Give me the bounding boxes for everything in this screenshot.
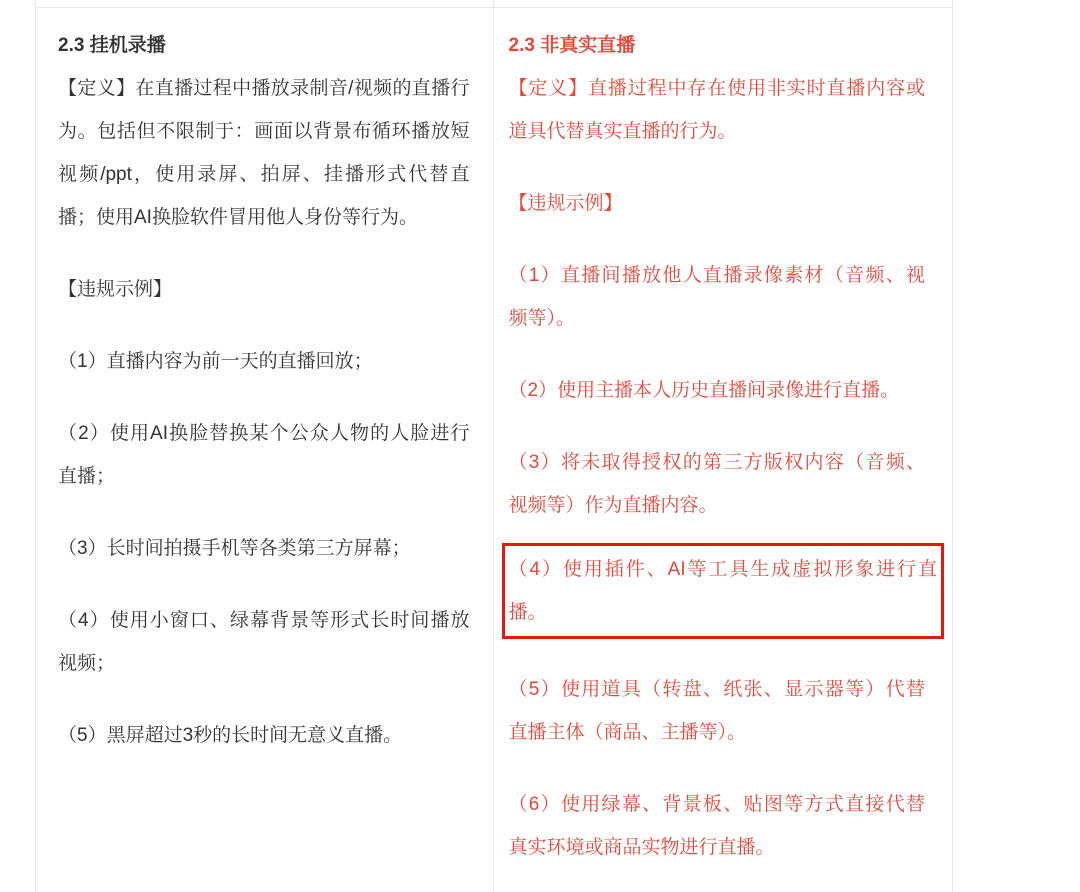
violation-example-right-2: （2）使用主播本人历史直播间录像进行直播。 <box>508 380 900 401</box>
policy-table-row <box>35 0 953 892</box>
examples-label-right: 【违规示例】 <box>508 193 623 214</box>
policy-column-hang-up-recording <box>36 0 494 892</box>
violation-example-right-6: （6）使用绿幕、背景板、贴图等方式直接代替 真实环境或商品实物进行直播。 <box>508 794 925 858</box>
examples-label-left: 【违规示例】 <box>58 279 173 300</box>
violation-example-right-5: （5）使用道具（转盘、纸张、显示器等）代替 直播主体（商品、主播等）。 <box>508 679 925 743</box>
definition-paragraph-left: 【定义】在直播过程中播放录制音/视频的直播行 为。包括但不限制于：画面以背景布循环播放短 视频/ppt，使用录屏、拍屏、挂播形式代替直 播；使用AI换脸软件冒用他人身份等行为。 <box>58 78 470 228</box>
definition-paragraph-right: 【定义】直播过程中存在使用非实时直播内容或 道具代替真实直播的行为。 <box>508 78 925 142</box>
violation-example-left-3: （3）长时间拍摄手机等各类第三方屏幕； <box>58 538 411 559</box>
violation-example-right-1: （1）直播间播放他人直播录像素材（音频、视 频等）。 <box>508 265 925 329</box>
highlight-box <box>502 543 945 639</box>
policy-column-non-genuine-live <box>494 0 953 892</box>
violation-example-left-4: （4）使用小窗口、绿幕背景等形式长时间播放 视频； <box>58 610 470 674</box>
section-title-left: 2.3 挂机录播 <box>58 35 166 56</box>
section-title-right: 2.3 非真实直播 <box>508 35 636 56</box>
violation-example-left-5: （5）黑屏超过3秒的长时间无意义直播。 <box>58 725 403 746</box>
violation-example-right-3: （3）将未取得授权的第三方版权内容（音频、 视频等）作为直播内容。 <box>508 452 925 516</box>
violation-example-right-4: （4）使用插件、AI等工具生成虚拟形象进行直 播。 <box>508 559 937 623</box>
violation-example-left-2: （2）使用AI换脸替换某个公众人物的人脸进行 直播； <box>58 423 470 487</box>
violation-example-left-1: （1）直播内容为前一天的直播回放； <box>58 351 373 372</box>
